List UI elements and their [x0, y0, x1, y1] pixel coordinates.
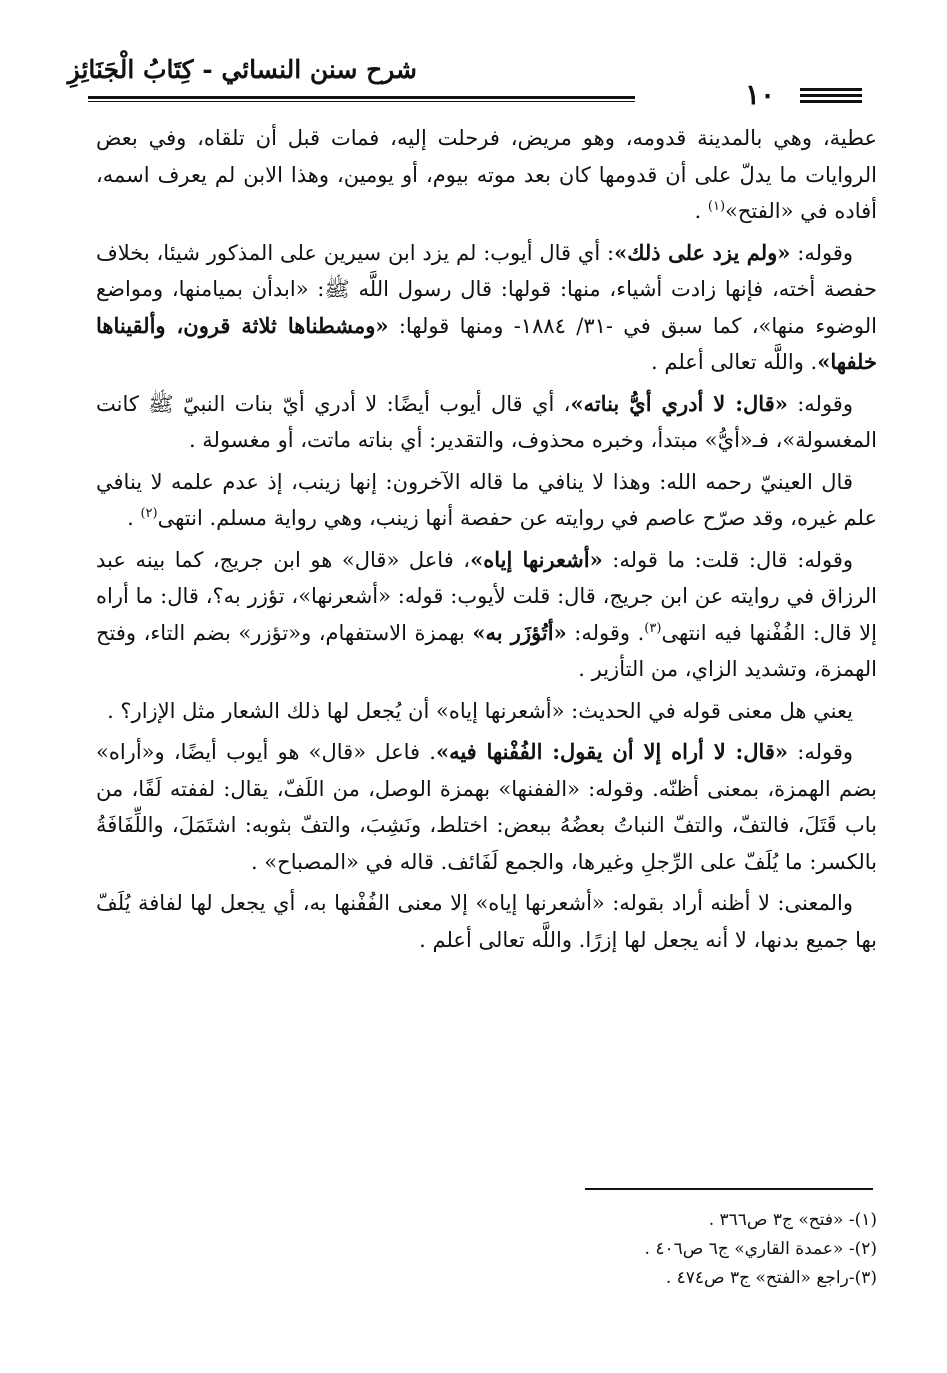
paragraph-text: . واللَّه تعالى أعلم .: [651, 350, 818, 374]
page-number-rule: [800, 100, 862, 103]
header-rule-thin: [88, 101, 635, 102]
paragraph-text: .: [127, 506, 141, 530]
footnote-separator: [585, 1188, 873, 1190]
quoted-phrase: «ولم يزد على ذلك»: [614, 239, 791, 265]
paragraph-text: ، فاعل «قال» هو ابن جريج، كما بينه عبد الرزاق في روايته عن ابن جريج، قال: قلت لأيوب: قوله: «أشعرنها»، تؤزر به؟، قال: ما أراه إلا قال: الفُفْنها فيه انتهى: [96, 547, 877, 645]
footnote-ref: (٢): [140, 506, 158, 521]
quoted-phrase: «قال: لا أدري أيُّ بناته»: [570, 390, 788, 416]
paragraph-text: . وقوله:: [566, 620, 645, 645]
paragraph-text: ، أي قال أيوب أيضًا: لا أدري أيّ بنات النبيّ ﷺ كانت المغسولة»، فـ«أيُّ» مبتدأ، وخبره محذوف، والتقدير: أي بناته ماتت، أو مغسولة .: [96, 391, 877, 452]
paragraph-text: : أي قال أيوب: لم يزد ابن سيرين على المذكور شيئا، بخلاف حفصة أخته، فإنها زادت أشياء، منها: قولها: قال رسول اللَّه ﷺ: «ابدأن بميامنها، ومواضع الوضوء منها»، كما سبق في -٣١/ ١٨٨٤- ومنها قولها:: [96, 240, 877, 338]
footnote-ref: (١): [707, 199, 726, 214]
page-number-rule: [800, 88, 862, 91]
quoted-phrase: «ومشطناها ثلاثة قرون، وألقيناها خلفها»: [96, 312, 877, 374]
paragraph-text: .: [694, 199, 708, 223]
footnote: (٢)- «عمدة القاري» ج٦ ص٤٠٦ .: [644, 1239, 877, 1259]
paragraph-text: يعني هل معنى قوله في الحديث: «أشعرنها إياه» أن يُجعل لها ذلك الشعار مثل الإزار؟ .: [107, 698, 853, 723]
paragraph: [96, 464, 877, 537]
paragraph: [96, 235, 877, 381]
paragraph: [96, 885, 877, 958]
header-rule: [88, 96, 635, 99]
paragraph: [96, 734, 877, 880]
quoted-phrase: «أتُؤزَر به»: [472, 619, 567, 645]
footnote: (٣)-راجع «الفتح» ج٣ ص٤٧٤ .: [665, 1268, 877, 1288]
quoted-phrase: «أشعرنها إياه»: [470, 546, 603, 572]
paragraph-text: والمعنى: لا أظنه أراد بقوله: «أشعرنها إياه» إلا معنى الفُفْنها به، أي يجعل لها لفافة يُلَفّ بها جميع بدنها، لا أنه يجعل لها إزرًا. واللَّه تعالى أعلم .: [96, 891, 877, 952]
quoted-phrase: «قال: لا أراه إلا أن يقول: الفُفْنها فيه»: [435, 739, 789, 764]
paragraph-text: . فاعل «قال» هو أيوب أيضًا، و«أراه» بضم الهمزة، بمعنى أظنّه. وقوله: «الففنها» بهمزة الوصل، من اللَفّ، يقال: لففته لَفًا، من باب قَتَلَ، فالتفّ، والتفّ النباتُ بعضُهُ ببعض: اختلط، ونَشِبَ، والتفّ بثوبه: اشتَمَلَ، واللِّفَافَةُ بالكسر: ما يُلَفّ على الرِّجلِ وغيرها، والجمع لَفَائف. قاله في «المصباح» .: [96, 740, 877, 874]
footnote: (١)- «فتح» ج٣ ص٣٦٦ .: [708, 1210, 877, 1230]
paragraph: [96, 693, 877, 730]
main-text: [96, 120, 877, 963]
paragraph-text: وقوله:: [788, 740, 854, 764]
paragraph: [96, 542, 877, 688]
paragraph-text: قال العينيّ رحمه الله: وهذا لا ينافي ما قاله الآخرون: إنها زينب، إذ عدم علمه لا ينافي علم غيره، وقد صرّح عاصم في روايته عن حفصة أنها زينب، وهي رواية مسلم. انتهى: [96, 469, 877, 530]
page-header: [0, 0, 947, 110]
page-number-rule: [800, 94, 862, 97]
running-title: شرح سنن النسائي - كِتَابُ الْجَنَائِزِ: [67, 55, 417, 84]
paragraph-text: بهمزة الاستفهام، و«تؤزر» بضم التاء، وفتح الهمزة، وتشديد الزاي، من التأزير .: [96, 620, 877, 681]
paragraph-text: وقوله: قال: قلت: ما قوله:: [602, 547, 853, 572]
page-number: ١٠: [745, 78, 776, 111]
paragraph-text: وقوله:: [790, 240, 853, 265]
paragraph: [96, 120, 877, 230]
paragraph-text: وقوله:: [787, 391, 853, 416]
paragraph-text: عطية، وهي بالمدينة قدومه، وهو مريض، فرحلت إليه، فمات قبل أن تلقاه، وفي بعض الروايات ما يدلّ على أن قدومها كان بعد موته بيوم، أو يومين، وهذا الابن لم يعرف اسمه، أفاده في «الفتح»: [96, 126, 877, 223]
footnote-ref: (٣): [644, 620, 662, 636]
paragraph: [96, 386, 877, 459]
footnotes: [457, 1206, 877, 1293]
